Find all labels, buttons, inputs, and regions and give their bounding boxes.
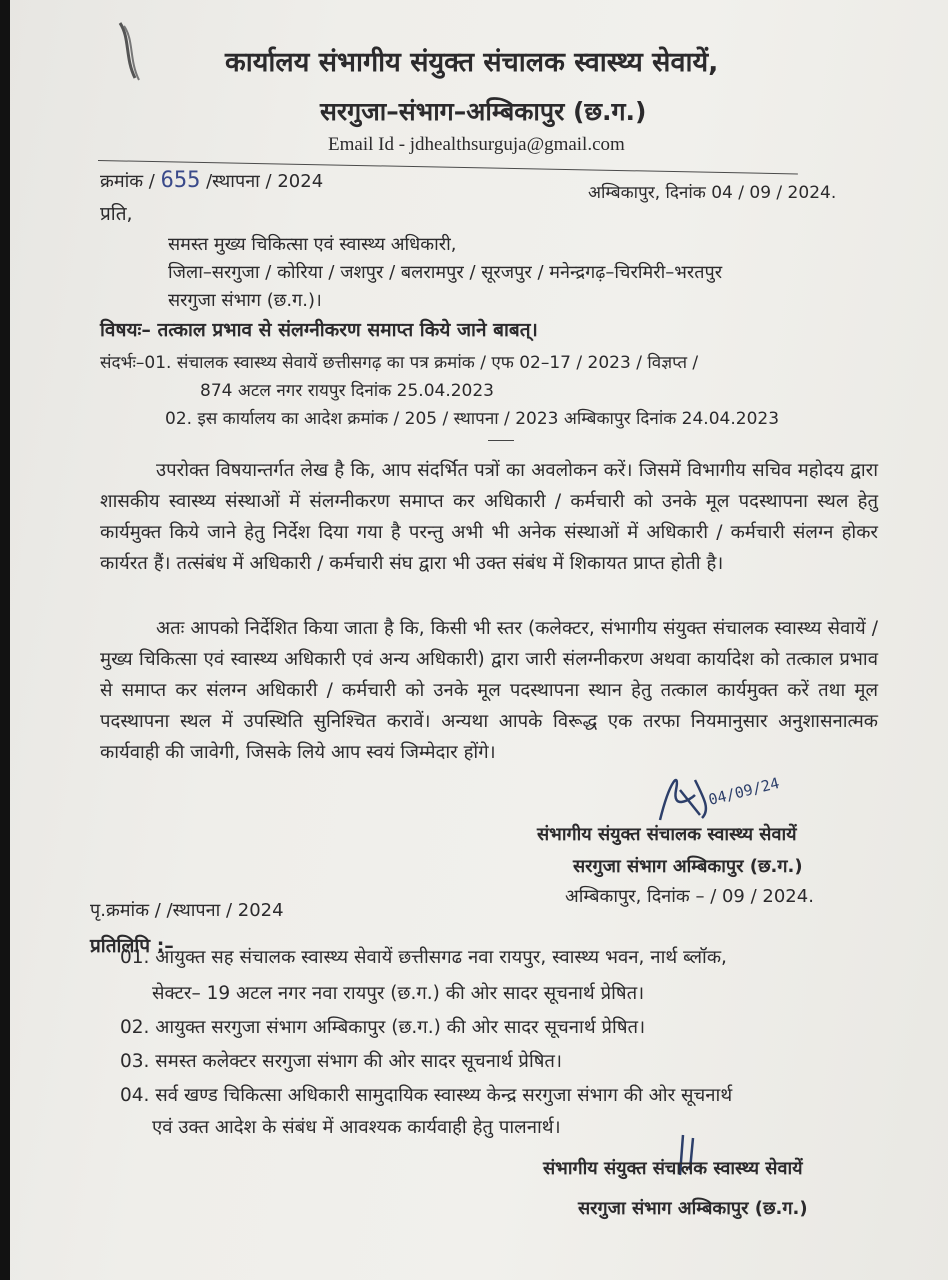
copy-item-4: 04. सर्व खण्ड चिकित्सा अधिकारी सामुदायिक स्वास्थ्य केन्द्र सरगुजा संभाग की ओर सूचनार्थ <box>120 1085 733 1106</box>
copy-item-1-cont: सेक्टर– 19 अटल नगर नवा रायपुर (छ.ग.) की ओर सादर सूचनार्थ प्रेषित। <box>152 983 645 1004</box>
copy-item-4-cont: एवं उक्त आदेश के संबंध में आवश्यक कार्यवाही हेतु पालनार्थ। <box>152 1117 561 1138</box>
kramank-suffix: /स्थापना / 2024 <box>206 171 324 192</box>
signature-date: 04/09/24 <box>706 773 782 809</box>
copy-item-3: 03. समस्त कलेक्टर सरगुजा संभाग की ओर सादर सूचनार्थ प्रेषित। <box>120 1051 562 1072</box>
letter-date: अम्बिकापुर, दिनांक 04 / 09 / 2024. <box>588 183 837 203</box>
to-label: प्रति, <box>100 203 133 225</box>
separator-dash <box>488 440 514 441</box>
addressee-line: समस्त मुख्य चिकित्सा एवं स्वास्थ्य अधिकारी, <box>168 234 457 255</box>
signature-1-icon <box>640 760 830 830</box>
scan-edge <box>0 0 10 1280</box>
kramank-handwritten-number: 655 <box>160 168 201 193</box>
copy-item-1: 01. आयुक्त सह संचालक स्वास्थ्य सेवायें छत्तीसगढ नवा रायपुर, स्वास्थ्य भवन, नार्थ ब्लॉक, <box>120 947 727 968</box>
addressee-line: सरगुजा संभाग (छ.ग.)। <box>168 290 322 311</box>
staple-mark-icon <box>110 18 170 98</box>
office-division: सरगुजा–संभाग–अम्बिकापुर (छ.ग.) <box>320 97 647 126</box>
copy-item-2: 02. आयुक्त सरगुजा संभाग अम्बिकापुर (छ.ग.) की ओर सादर सूचनार्थ प्रेषित। <box>120 1017 646 1038</box>
signatory-title: संभागीय संयुक्त संचालक स्वास्थ्य सेवायें <box>537 824 797 845</box>
kramank-label: क्रमांक / <box>100 171 155 192</box>
subject-line: विषयः– तत्काल प्रभाव से संलग्नीकरण समाप्त किये जाने बाबत्। <box>100 319 538 341</box>
endorsement-number: पृ.क्रमांक / /स्थापना / 2024 <box>90 900 284 921</box>
signatory-title-2: संभागीय संयुक्त संचालक स्वास्थ्य सेवायें <box>543 1158 803 1179</box>
signatory-office-2: सरगुजा संभाग अम्बिकापुर (छ.ग.) <box>578 1198 808 1219</box>
office-email: Email Id - jdhealthsurguja@gmail.com <box>328 134 625 155</box>
addressee-line: जिला–सरगुजा / कोरिया / जशपुर / बलरामपुर / सूरजपुर / मनेन्द्रगढ़–चिरमिरी–भरतपुर <box>168 262 723 283</box>
body-paragraph-1: उपरोक्त विषयान्तर्गत लेख है कि, आप संदर्भित पत्रों का अवलोकन करें। जिसमें विभागीय सचिव महोदय द्वारा शासकीय स्वास्थ्य संस्थाओं में संलग्नीकरण समाप्त कर अधिकारी / कर्मचारी को उनके मूल पदस्थापना स्थल हेतु कार्यमुक्त किये जाने हेतु निर्देश दिया गया है परन्तु अभी भी अनेक संस्थाओं में अधिकारी / कर्मचारी संलग्न होकर कार्यरत हैं। तत्संबंध में अधिकारी / कर्मचारी संघ द्वारा भी उक्त संबंध में शिकायत प्राप्त होती है। <box>100 460 878 574</box>
reference-line-2: 02. इस कार्यालय का आदेश क्रमांक / 205 / स्थापना / 2023 अम्बिकापुर दिनांक 24.04.2023 <box>165 409 780 429</box>
office-title: कार्यालय संभागीय संयुक्त संचालक स्वास्थ्य सेवायें, <box>225 47 719 78</box>
reference-line-1-cont: 874 अटल नगर रायपुर दिनांक 25.04.2023 <box>200 381 494 401</box>
copy-to-label: प्रतिलिपि :– <box>90 935 174 957</box>
endorsement-date: अम्बिकापुर, दिनांक – / 09 / 2024. <box>565 886 814 907</box>
signatory-office: सरगुजा संभाग अम्बिकापुर (छ.ग.) <box>573 856 803 877</box>
reference-line-1: संदर्भः–01. संचालक स्वास्थ्य सेवायें छत्तीसगढ़ का पत्र क्रमांक / एफ 02–17 / 2023 / विज्ञप्त / <box>100 353 699 373</box>
letter-number <box>100 168 323 193</box>
body-paragraph-2: अतः आपको निर्देशित किया जाता है कि, किसी भी स्तर (कलेक्टर, संभागीय संयुक्त संचालक स्वास्थ्य सेवायें / मुख्य चिकित्सा एवं स्वास्थ्य अधिकारी एवं अन्य अधिकारी) द्वारा जारी संलग्नीकरण अथवा कार्यादेश को तत्काल प्रभाव से समाप्त कर संलग्न अधिकारी / कर्मचारी को उनके मूल पदस्थापना स्थान हेतु तत्काल कार्यमुक्त करें तथा मूल पदस्थापना स्थल में उपस्थिति सुनिश्चित करावें। अन्यथा आपके विरूद्ध एक तरफा नियमानुसार अनुशासनात्मक कार्यवाही की जावेगी, जिसके लिये आप स्वयं जिम्मेदार होंगे। <box>100 618 878 763</box>
